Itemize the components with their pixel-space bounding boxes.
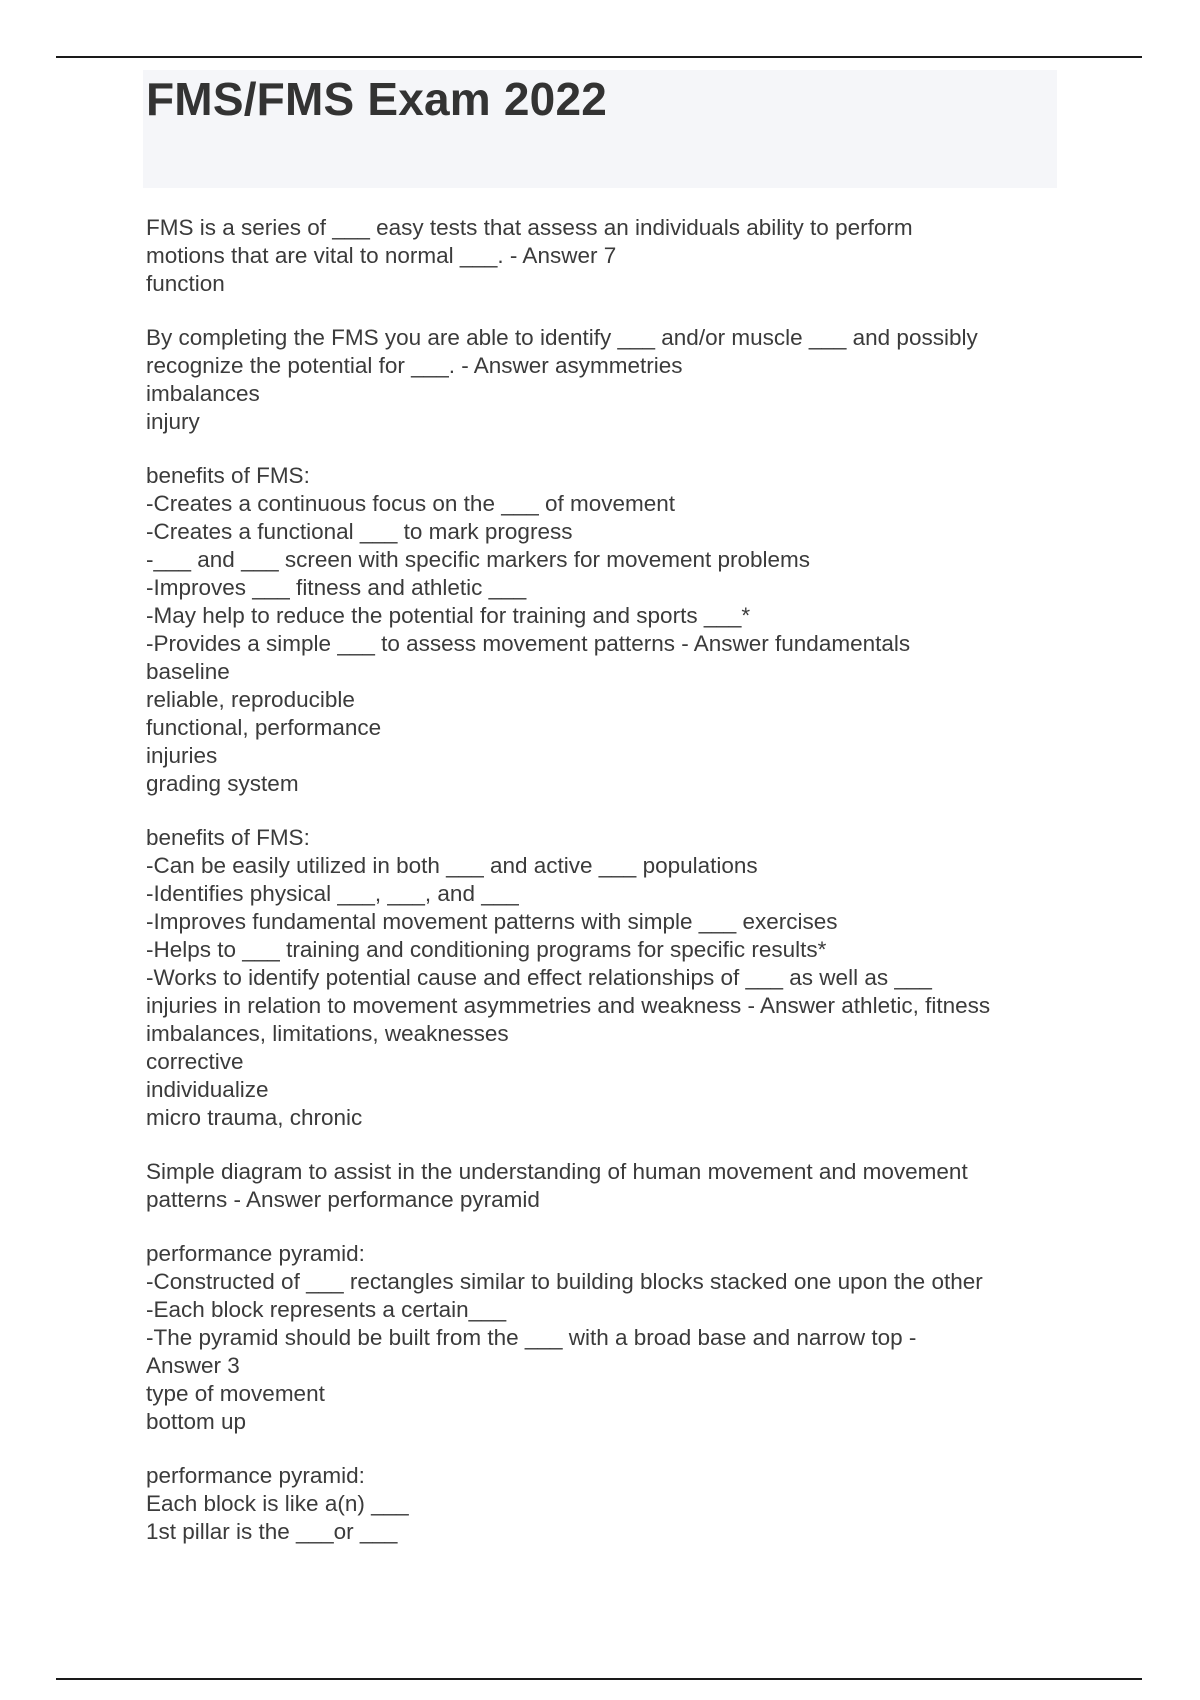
text-line: -Improves ___ fitness and athletic ___: [146, 575, 527, 600]
text-line: -Creates a continuous focus on the ___ of movement: [146, 491, 676, 516]
text-line: injuries: [146, 743, 218, 768]
text-line: imbalances, limitations, weaknesses: [146, 1021, 509, 1046]
text-line: type of movement: [146, 1381, 325, 1406]
text-line: 1st pillar is the ___or ___: [146, 1519, 398, 1544]
qa-block: [146, 462, 1076, 798]
text-line: benefits of FMS:: [146, 463, 310, 488]
bottom-rule: [56, 1678, 1142, 1680]
qa-block: [146, 1158, 1076, 1214]
text-line: benefits of FMS:: [146, 825, 310, 850]
qa-block: [146, 1462, 1076, 1546]
text-line: recognize the potential for ___. - Answer asymmetries: [146, 353, 683, 378]
text-line: -Improves fundamental movement patterns with simple ___ exercises: [146, 909, 838, 934]
text-line: Simple diagram to assist in the understanding of human movement and movement: [146, 1159, 968, 1184]
qa-block: [146, 1240, 1076, 1436]
page-title: FMS/FMS Exam 2022: [146, 73, 608, 125]
text-line: motions that are vital to normal ___. - Answer 7: [146, 243, 617, 268]
text-line: -Can be easily utilized in both ___ and active ___ populations: [146, 853, 758, 878]
qa-block: [146, 324, 1076, 436]
text-line: baseline: [146, 659, 230, 684]
text-line: patterns - Answer performance pyramid: [146, 1187, 540, 1212]
text-line: function: [146, 271, 225, 296]
text-line: functional, performance: [146, 715, 382, 740]
text-line: injuries in relation to movement asymmetries and weakness - Answer athletic, fitness: [146, 993, 991, 1018]
text-line: -Creates a functional ___ to mark progress: [146, 519, 573, 544]
text-line: Answer 3: [146, 1353, 240, 1378]
qa-block: [146, 824, 1076, 1132]
text-line: performance pyramid:: [146, 1241, 365, 1266]
text-line: -Works to identify potential cause and effect relationships of ___ as well as ___: [146, 965, 932, 990]
text-line: -The pyramid should be built from the ___ with a broad base and narrow top -: [146, 1325, 917, 1350]
text-line: bottom up: [146, 1409, 247, 1434]
qa-block: [146, 214, 1076, 298]
text-line: performance pyramid:: [146, 1463, 365, 1488]
text-line: -___ and ___ screen with specific markers for movement problems: [146, 547, 811, 572]
document-body: [146, 214, 1076, 1572]
text-line: reliable, reproducible: [146, 687, 355, 712]
text-line: grading system: [146, 771, 299, 796]
text-line: -Identifies physical ___, ___, and ___: [146, 881, 519, 906]
text-line: -Provides a simple ___ to assess movement patterns - Answer fundamentals: [146, 631, 911, 656]
text-line: -Helps to ___ training and conditioning programs for specific results*: [146, 937, 827, 962]
text-line: injury: [146, 409, 200, 434]
text-line: By completing the FMS you are able to identify ___ and/or muscle ___ and possibly: [146, 325, 978, 350]
text-line: FMS is a series of ___ easy tests that assess an individuals ability to perform: [146, 215, 913, 240]
text-line: -May help to reduce the potential for training and sports ___*: [146, 603, 751, 628]
top-rule: [56, 56, 1142, 58]
text-line: individualize: [146, 1077, 269, 1102]
text-line: Each block is like a(n) ___: [146, 1491, 409, 1516]
text-line: -Constructed of ___ rectangles similar to building blocks stacked one upon the other: [146, 1269, 983, 1294]
text-line: corrective: [146, 1049, 244, 1074]
text-line: -Each block represents a certain___: [146, 1297, 507, 1322]
text-line: imbalances: [146, 381, 260, 406]
text-line: micro trauma, chronic: [146, 1105, 363, 1130]
